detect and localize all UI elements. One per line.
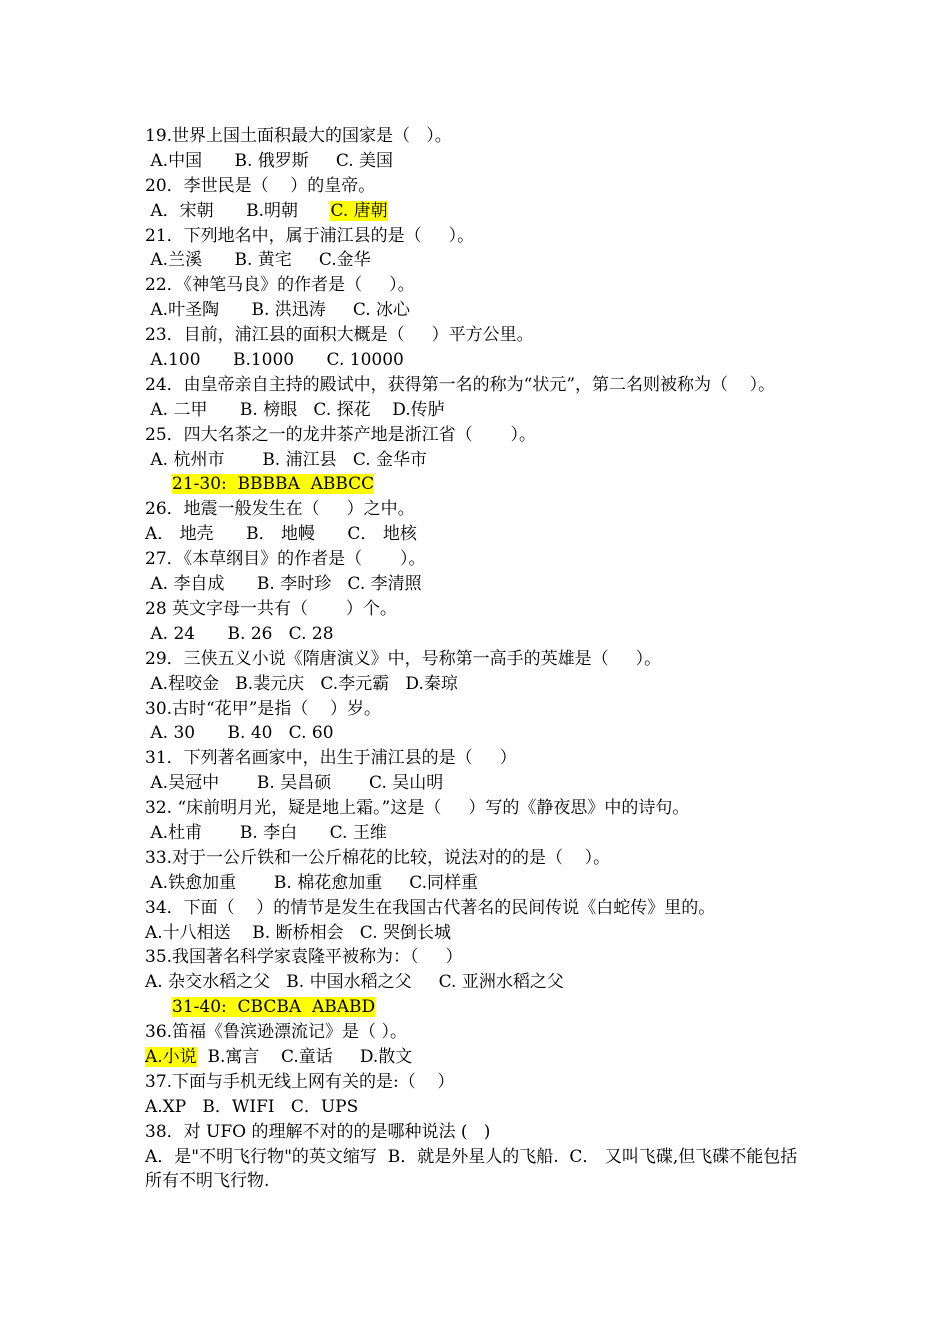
question-26: 26．地震一般发生在（ ）之中。 [145,499,415,520]
answer-key-21-30-text: 21-30: BBBBA ABBCC [172,474,375,495]
answer-key-21-30 [145,472,810,497]
answer-key-31-40-text: 31-40: CBCBA ABABD [172,997,376,1018]
question-29: 29．三侠五义小说《隋唐演义》中，号称第一高手的英雄是（ ）。 [145,648,662,669]
question-24-options: A. 二甲 B. 榜眼 C. 探花 D.传胪 [145,399,445,420]
question-35-options: A. 杂交水稻之父 B. 中国水稻之父 C. 亚洲水稻之父 [145,972,564,993]
question-38: 38．对 UFO 的理解不对的的是哪种说法 ( ) [145,1121,491,1142]
question-19: 19.世界上国土面积最大的国家是（ ）。 [145,126,452,146]
question-36: 36.笛福《鲁滨逊漂流记》是（ ）。 [145,1022,407,1043]
question-21: 21．下列地名中，属于浦江县的是（ ）。 [145,225,475,246]
question-25: 25．四大名茶之一的龙井茶产地是浙江省（ ）。 [145,424,536,445]
question-20: 20．李世民是（ ）的皇帝。 [145,175,376,196]
question-19-options: A.中国 B. 俄罗斯 C. 美国 [145,150,394,171]
answer-key-31-40 [145,995,810,1020]
question-28: 28 英文字母一共有（ ）个。 [145,598,397,619]
question-31-options: A.吴冠中 B. 吴昌硕 C. 吴山明 [145,773,444,794]
question-20-options [145,199,810,224]
question-37-options: A.XP B．WIFI C．UPS [145,1096,359,1117]
question-35: 35.我国著名科学家袁隆平被称为：（ ） [145,947,463,968]
question-33-options: A.铁愈加重 B. 棉花愈加重 C.同样重 [145,872,479,893]
question-32: 32. “床前明月光，疑是地上霜。”这是（ ）写的《静夜思》中的诗句。 [145,798,690,819]
question-34-options: A.十八相送 B. 断桥相会 C. 哭倒长城 [145,922,452,943]
question-23: 23．目前，浦江县的面积大概是（ ）平方公里。 [145,325,534,346]
quiz-content [145,124,810,1194]
question-33: 33.对于一公斤铁和一公斤棉花的比较，说法对的的是（ ）。 [145,847,611,868]
question-29-options: A.程咬金 B.裴元庆 C.李元霸 D.秦琼 [145,673,458,694]
question-30: 30.古时“花甲”是指（ ）岁。 [145,698,382,719]
question-37: 37.下面与手机无线上网有关的是:（ ） [145,1071,455,1092]
question-23-options: A.100 B.1000 C. 10000 [145,350,404,371]
question-24: 24．由皇帝亲自主持的殿试中，获得第一名的称为“状元”，第二名则被称为（ ）。 [145,374,776,395]
question-27: 27．《本草纲目》的作者是（ ）。 [145,549,426,570]
question-36-options [145,1045,810,1070]
question-20-highlighted-answer: C. 唐朝 [330,200,388,221]
question-27-options: A. 李自成 B. 李时珍 C. 李清照 [145,574,422,595]
question-30-options: A. 30 B. 40 C. 60 [145,723,334,744]
question-21-options: A.兰溪 B. 黄宅 C.金华 [145,250,371,271]
question-31: 31．下列著名画家中，出生于浦江县的是（ ） [145,748,517,769]
question-34: 34．下面（ ）的情节是发生在我国古代著名的民间传说《白蛇传》里的。 [145,897,716,918]
question-36-highlighted-answer: A.小说 [145,1046,197,1067]
question-26-options: A． 地壳 B． 地幔 C． 地核 [145,524,417,545]
question-32-options: A.杜甫 B. 李白 C. 王维 [145,822,387,843]
question-28-options: A. 24 B. 26 C. 28 [145,623,334,644]
question-25-options: A. 杭州市 B. 浦江县 C. 金华市 [145,449,428,470]
question-36-options-text: B.寓言 C.童话 D.散文 [196,1046,413,1067]
question-22-options: A.叶圣陶 B. 洪迅涛 C. 冰心 [145,300,411,321]
question-38-options: A．是"不明飞行物"的英文缩写 B．就是外星人的飞船. C． 又叫飞碟,但飞碟不能包括所有不明飞行物. [145,1146,798,1192]
question-20-options-text: A．宋朝 B.明朝 [145,200,331,221]
question-22: 22．《神笔马良》的作者是（ ）。 [145,275,415,296]
